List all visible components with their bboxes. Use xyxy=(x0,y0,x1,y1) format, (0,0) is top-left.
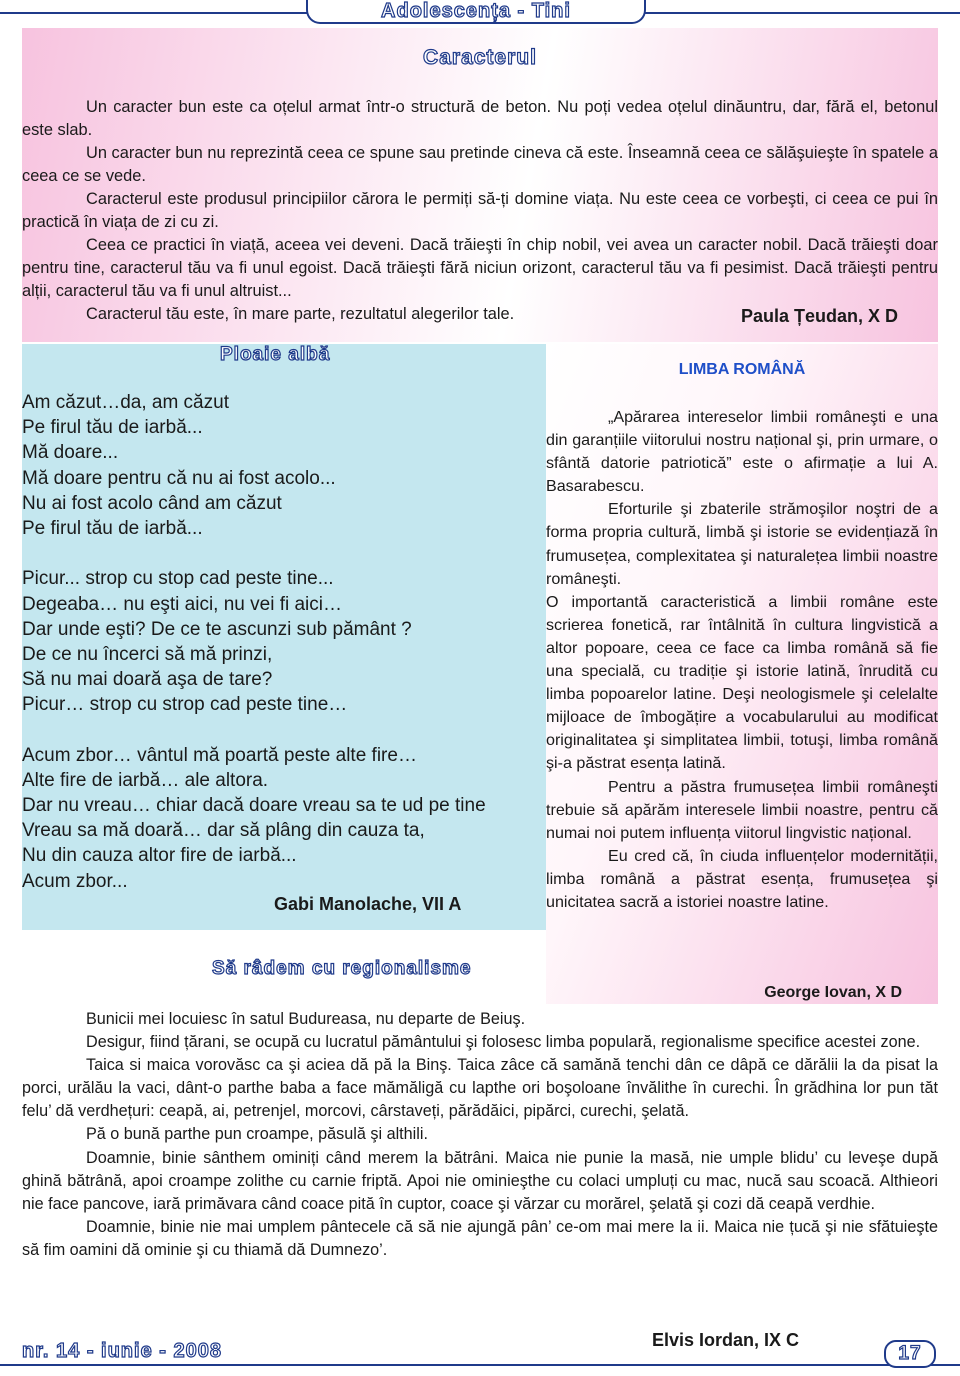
poem-line: Dar nu vreau… chiar dacă doare vreau sa te ud pe tine xyxy=(22,795,486,816)
poem-line: Alte fire de iarbă… ale altora. xyxy=(22,769,269,791)
paragraph: Taica si maica vorovăsc ca şi aciea dă pă la Binş. Taica zâce că samănă tenchi dân ce dâpă ce dărălii la da pisat la porci, urălău la vaci, dânt-o parthe baba a face mămăligă cu lapthe ori boşoloane învălithe în curechi. În grădhina lor pun tăt felu’ dă verdhețuri: ceapă, ai, petrenjel, morcovi, cârstaveți, părădăici, pipărci, curechi, şelată. xyxy=(22,1056,938,1121)
paragraph: Pă o bună parthe pun croampe, păsulă şi althili. xyxy=(86,1125,428,1144)
poem-line: Am căzut…da, am căzut xyxy=(22,392,229,413)
page-number: 17 xyxy=(898,1343,922,1364)
article-title: LIMBA ROMÂNĂ xyxy=(678,361,806,378)
paragraph: Caracterul tău este, în mare parte, rezultatul alegerilor tale. xyxy=(86,305,515,323)
poem-line: Dar unde eşti? De ce te ascunzi sub pământ ? xyxy=(22,618,412,640)
paragraph: Caracterul este produsul principiilor cărora le permiți să-ți domine viața. Nu este ceea ce vorbeşti, ci ceea ce pui în practică în viața de zi cu zi. xyxy=(22,190,938,231)
poem-line: De ce nu încerci să mă prinzi, xyxy=(22,643,273,665)
paragraph: Eforturile şi zbaterile strămoşilor noştri de a forma propria cultură, limbă şi istorie se evidențiază în frumusețea, complexitatea şi naturalețea limbii noastre româneşti. xyxy=(546,500,938,588)
paragraph: Desigur, fiind țărani, se ocupă cu lucratul pământului şi folosesc limba populară, regionalisme specifice acestei zone. xyxy=(86,1033,921,1052)
poem-line: Mă doare... xyxy=(22,442,119,464)
poem-title: Ploaie albă xyxy=(220,344,331,365)
stanza-break xyxy=(22,541,562,566)
paragraph: Un caracter bun nu reprezintă ceea ce spune sau pretinde cineva că este. Înseamnă ceea ce sălăşuieşte în spatele a ceea ce se vede. xyxy=(22,144,938,185)
article-author: Elvis Iordan, IX C xyxy=(652,1330,800,1350)
paragraph: „Apărarea intereselor limbii româneşti e una din garanțiile viitorului nostru național şi, prin urmare, o sfântă datorie patriotică” este o afirmație a lui A. Basarabescu. xyxy=(546,408,938,496)
poem-line: Vreau sa mă doară… dar să plâng din cauza ta, xyxy=(22,820,425,842)
poem-line: Picur... strop cu stop cad peste tine... xyxy=(22,568,334,590)
issue-label: nr. 14 - iunie - 2008 xyxy=(22,1340,226,1363)
poem-line: Acum zbor... xyxy=(22,870,128,892)
article-author: Paula Țeudan, X D xyxy=(740,306,898,326)
paragraph: Doamnie, binie nie mai umplem pântecele că să nie ajungă pân’ ce-om mai mere la ii. Maica nie țucă şi nie sfătuieşte să fim oamini dă ominie şi cu thiamă dă Dumnezo’. xyxy=(22,1217,938,1259)
article-author: George Iovan, X D xyxy=(764,984,902,1001)
poem-line: Picur… strop cu strop cad peste tine… xyxy=(22,694,348,716)
article-title: Caracterul xyxy=(423,46,537,69)
paragraph: O importantă caracteristică a limbii române este scrierea fonetică, rar întâlnită în cultura lingvistică a altor popoare, ceea ce face ca limba română să fie una specială, cu tradiție şi istorie latină, înrudită cu limba popoarelor latine. Deşi neologismele şi celelalte mijloace de îmbogățire a vocabularului au modificat originalitatea şi simplitatea limbii, totuşi, limba română şi-a păstrat esența latină. xyxy=(546,592,938,773)
poem-line: Să nu mai doară aşa de tare? xyxy=(22,669,273,691)
magazine-title: Adolescența - Tini xyxy=(381,0,571,22)
poem-body xyxy=(22,390,562,894)
paragraph: Ceea ce practici în viață, aceea vei deveni. Dacă trăieşti în chip nobil, vei avea un caracter nobil. Dacă trăieşti doar pentru tine, caracterul tău va fi unul egoist. Dacă trăieşti fără niciun orizont, caracterul tău va fi pesimist. Dacă trăieşti pentru alții, caracterul tău va fi unul altruist... xyxy=(22,236,938,300)
article-title-regionalisme: Să râdem cu regionalisme xyxy=(212,958,472,979)
paragraph: Un caracter bun este ca oțelul armat într-o structură de beton. Nu poți vedea oțelul dinăuntru, dar, fără el, betonul este slab. xyxy=(22,98,938,139)
poem-ploaie-alba xyxy=(22,344,546,930)
article-body xyxy=(546,406,938,914)
poem-line: Nu ai fost acolo când am căzut xyxy=(22,492,282,514)
footer-rule xyxy=(0,1364,960,1366)
header-banner xyxy=(306,0,646,24)
poem-line: Pe firul tău de iarbă... xyxy=(22,517,203,539)
poem-line: Mă doare pentru că nu ai fost acolo... xyxy=(22,467,336,489)
article-body xyxy=(22,96,938,326)
paragraph: Eu cred că, în ciuda influențelor modernității, limba română a păstrat esența, frumusețea şi unicitatea sacră a istoriei noastre latine. xyxy=(546,846,938,911)
page-number-badge xyxy=(884,1340,936,1368)
stanza-break xyxy=(22,717,562,742)
paragraph: Pentru a păstra frumusețea limbii româneşti trebuie să apărăm interesele limbii noastre, pentru că numai noi putem influența viitorul lingvistic național. xyxy=(546,777,938,842)
article-limba-romana xyxy=(546,344,938,1004)
poem-line: Acum zbor… vântul mă poartă peste alte fire… xyxy=(22,744,417,766)
article-caracterul xyxy=(22,28,938,342)
article-regionalisme-body xyxy=(22,1008,938,1262)
poem-author: Gabi Manolache, VII A xyxy=(274,894,462,914)
paragraph: Doamnie, binie sânthem ominiți când merem la bătrâni. Maica nie punie la masă, nie umple blidu’ cu leveşe după ghină bătrână, apoi croampe zolithe cu carnie friptă. Apoi nie ominieşthe cu colaci umpluți cu mac, nucă sau scoacă. Althieori nie face pancove, iară primăvara când coace pită în cuptor, coace şi vărzar cu morărel, şelată şi cozi dă ceapă verdhie. xyxy=(22,1148,938,1213)
poem-line: Degeaba… nu eşti aici, nu vei fi aici… xyxy=(22,593,342,615)
poem-line: Pe firul tău de iarbă... xyxy=(22,417,203,439)
paragraph: Bunicii mei locuiesc în satul Budureasa, nu departe de Beiuş. xyxy=(86,1010,526,1028)
poem-line: Nu din cauza altor fire de iarbă... xyxy=(22,845,297,867)
